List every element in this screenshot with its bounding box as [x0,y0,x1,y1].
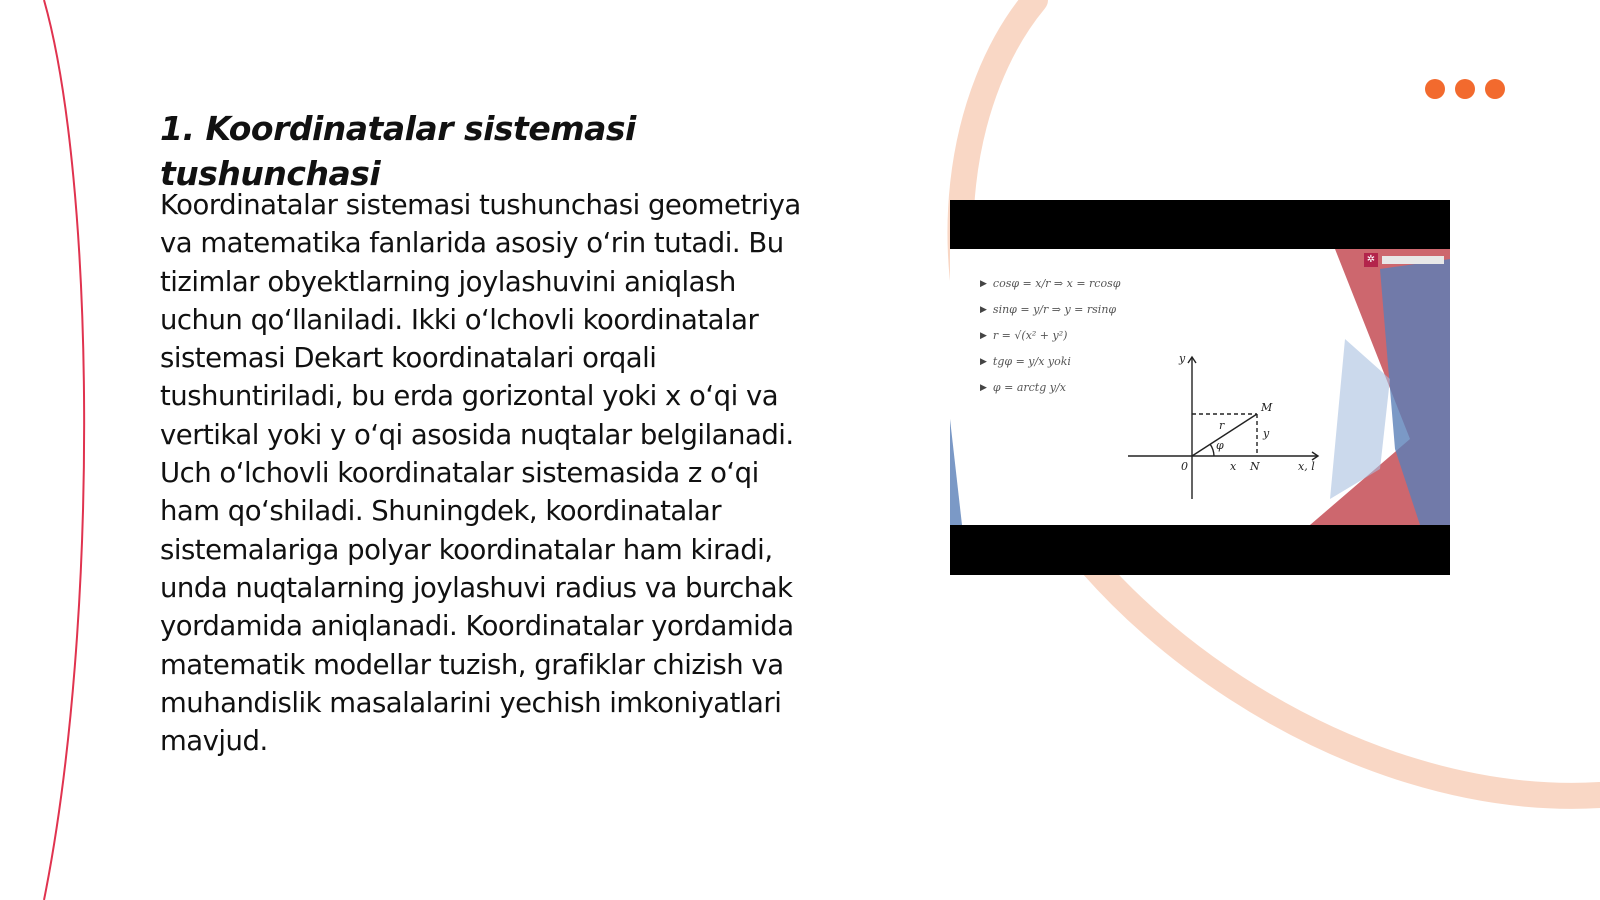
bullet-icon: ▶ [980,383,987,393]
label-phi: φ [1216,439,1224,452]
dot-icon [1485,79,1505,99]
label-n: N [1250,460,1260,473]
angle-arc [1210,444,1214,456]
radius-line [1192,414,1257,456]
formula-item: ▶ sinφ = y/r ⇒ y = rsinφ [980,297,1120,323]
label-y: y [1263,427,1270,440]
video-frame[interactable] [950,200,1450,575]
video-logo [1364,252,1444,268]
formula-item: ▶ tgφ = y/x yoki [980,349,1120,375]
slide-title: 1. Koordinatalar sistemasi tushunchasi [160,109,636,193]
label-m: M [1261,401,1273,414]
bullet-icon: ▶ [980,305,987,315]
video-content [950,249,1450,525]
bullet-icon: ▶ [980,279,987,289]
left-accent-line [44,0,84,900]
menu-dots [1425,79,1505,99]
dot-icon [1455,79,1475,99]
bullet-icon: ▶ [980,357,987,367]
ribbon-left-blue [950,419,962,525]
formula-item: ▶ φ = arctg y/x [980,375,1120,401]
label-x: x [1230,460,1237,473]
dot-icon [1425,79,1445,99]
bullet-icon: ▶ [980,331,987,341]
label-x-axis: x, l [1298,460,1315,473]
logo-bar [1382,256,1444,264]
label-origin: 0 [1181,460,1188,473]
label-y-axis: y [1179,352,1186,365]
slide-body-text: Koordinatalar sistemasi tushunchasi geometriya va matematika fanlarida asosiy o‘rin tutadi. Bu tizimlar obyektlarning joylashuvini aniqlash uchun qo‘llaniladi. Ikki o‘lchovli koordinatalar sistemasi Dekart koordinatalari orqali tushuntiriladi, bu erda gorizontal yoki x o‘qi va vertikal yoki y o‘qi asosida nuqtalar belgilanadi. Uch o‘lchovli koordinatalar sistemasida z o‘qi ham qo‘shiladi. Shuningdek, koordinatalar sistemalariga polyar koordinatalar ham kiradi, unda nuqtalarning joylashuvi radius va burchak yordamida aniqlanadi. Koordinatalar yordamida matematik modellar tuzish, grafiklar chizish va muhandislik masalalarini yechish imkoniyatlari mavjud. [160,189,801,758]
formula-item: ▶ cosφ = x/r ⇒ x = rcosφ [980,271,1120,297]
formula-list [980,271,1120,401]
label-r: r [1219,419,1225,432]
formula-item: ▶ r = √(x² + y²) [980,323,1120,349]
logo-icon: ✲ [1364,253,1378,267]
